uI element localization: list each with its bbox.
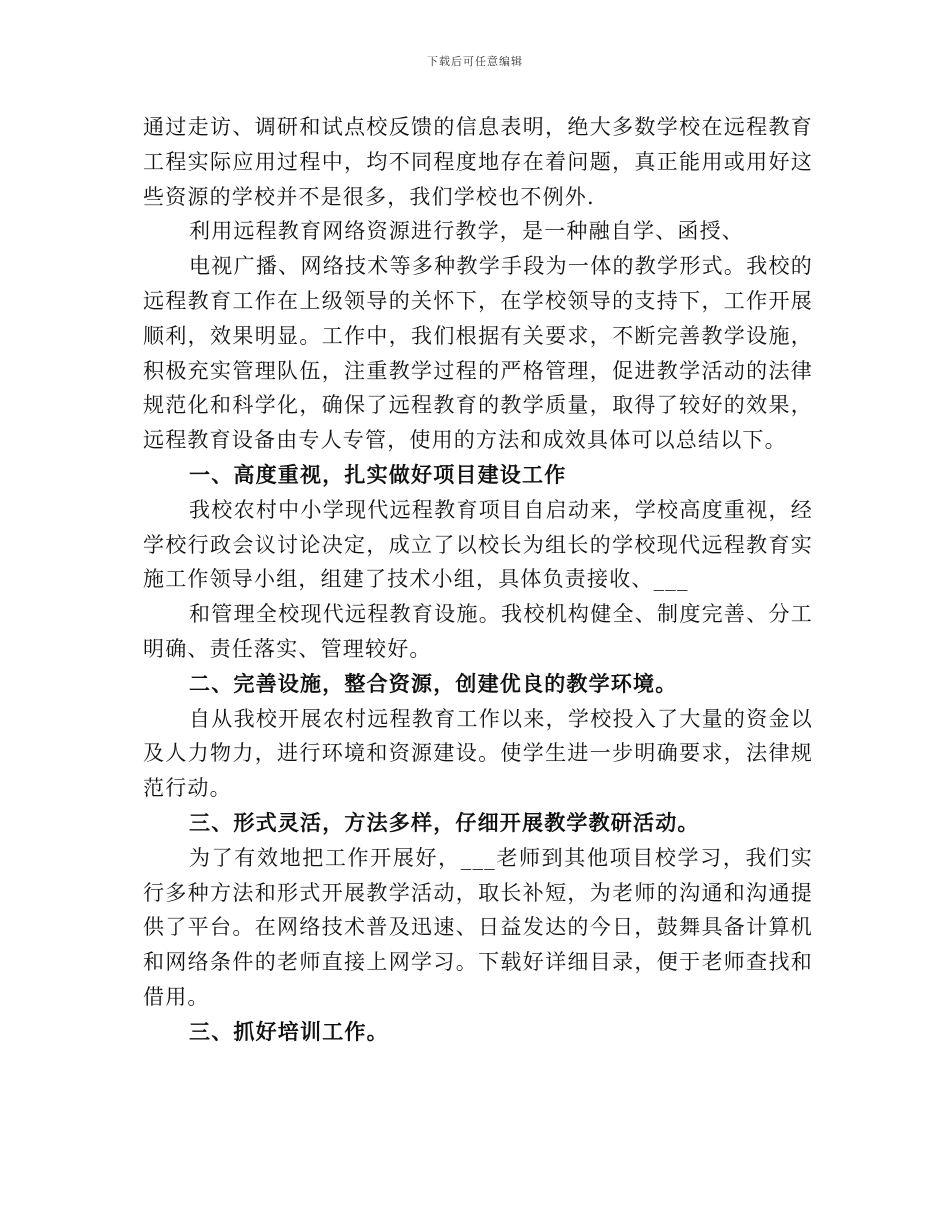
paragraph-intro: 通过走访、调研和试点校反馈的信息表明，绝大多数学校在远程教育工程实际应用过程中，均不同程度地存在着问题，真正能用或用好这些资源的学校并不是很多，我们学校也不例外.	[143, 115, 813, 209]
paragraph-project-setup: 我校农村中小学现代远程教育项目自启动来，学校高度重视，经学校行政会议讨论决定，成立了以校长为组长的学校现代远程教育实施工作领导小组，组建了技术小组，具体负责接收、___	[143, 497, 813, 592]
paragraph-activities: 为了有效地把工作开展好，___老师到其他项目校学习，我们实行多种方法和形式开展教学活动，取长补短，为老师的沟通和沟通提供了平台。在网络技术普及迅速、日益发达的今日，鼓舞具备计算机和网络条件的老师直接上网学习。下载好详细目录，便于老师查找和借用。	[143, 845, 813, 1009]
section-heading-1: 一、高度重视，扎实做好项目建设工作	[189, 461, 567, 487]
section-heading-2: 二、完善设施，整合资源，创建优良的教学环境。	[189, 670, 678, 696]
paragraph-definition: 利用远程教育网络资源进行教学，是一种融自学、函授、	[189, 219, 744, 244]
section-heading-3: 三、形式灵活，方法多样，仔细开展教学教研活动。	[189, 809, 700, 835]
paragraph-overview: 电视广播、网络技术等多种教学手段为一体的教学形式。我校的远程教育工作在上级领导的关怀下，在学校领导的支持下，工作开展顺利，效果明显。工作中，我们根据有关要求，不断完善教学设施，积极充实管理队伍，注重教学过程的严格管理，促进教学活动的法律规范化和科学化，确保了远程教育的教学质量，取得了较好的效果，远程教育设备由专人专管，使用的方法和成效具体可以总结以下。	[143, 254, 813, 453]
page-header: 下载后可任意编辑	[427, 55, 523, 68]
paragraph-facilities: 自从我校开展农村远程教育工作以来，学校投入了大量的资金以及人力物力，进行环境和资源建设。使学生进一步明确要求，法律规范行动。	[143, 706, 813, 801]
paragraph-management: 和管理全校现代远程教育设施。我校机构健全、制度完善、分工明确、责任落实、管理较好。	[143, 602, 813, 661]
document-body	[143, 110, 813, 1050]
section-heading-4: 三、抓好培训工作。	[189, 1018, 389, 1044]
